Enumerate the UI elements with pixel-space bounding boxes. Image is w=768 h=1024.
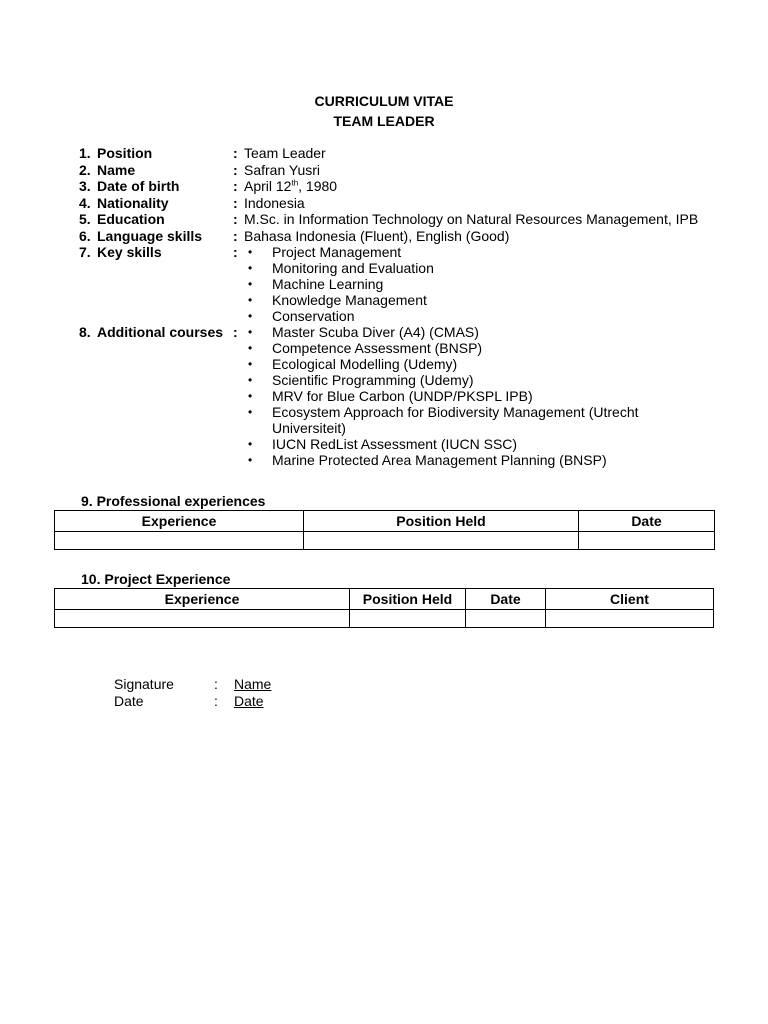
dob-year: , 1980 bbox=[298, 178, 338, 194]
detail-value: Indonesia bbox=[244, 194, 305, 211]
detail-row-key-skills bbox=[79, 244, 739, 324]
bullet-icon: • bbox=[248, 245, 253, 259]
table-cell bbox=[55, 532, 304, 550]
detail-number: 8. bbox=[79, 324, 91, 340]
detail-label: Additional courses bbox=[97, 324, 224, 340]
detail-row-education bbox=[79, 211, 739, 228]
detail-number: 5. bbox=[79, 211, 91, 227]
list-item-text: Marine Protected Area Management Planning (BNSP) bbox=[272, 452, 607, 468]
signature-label: Signature bbox=[114, 676, 174, 692]
detail-colon: : bbox=[233, 145, 238, 161]
detail-number: 2. bbox=[79, 161, 91, 178]
bullet-icon: • bbox=[248, 261, 253, 275]
bullet-icon: • bbox=[248, 341, 253, 355]
list-item bbox=[244, 436, 739, 452]
list-item bbox=[244, 388, 739, 404]
details-list bbox=[79, 145, 739, 468]
table-row bbox=[55, 532, 715, 550]
detail-row-additional-courses bbox=[79, 324, 739, 468]
dob-day: April 12 bbox=[244, 178, 292, 194]
detail-value bbox=[244, 178, 739, 195]
list-item-text: Machine Learning bbox=[272, 276, 384, 292]
column-header: Date bbox=[466, 589, 546, 610]
dob-ordinal: th bbox=[291, 178, 299, 188]
bullet-icon: • bbox=[248, 309, 253, 323]
detail-row-nationality bbox=[79, 195, 739, 212]
list-item bbox=[244, 276, 739, 292]
detail-number: 1. bbox=[79, 145, 91, 161]
detail-number: 7. bbox=[79, 244, 91, 260]
date-label: Date bbox=[114, 693, 144, 709]
table-cell bbox=[466, 610, 546, 628]
list-item-text: Ecosystem Approach for Biodiversity Management (Utrecht Universiteit) bbox=[272, 404, 639, 436]
detail-number: 3. bbox=[79, 178, 91, 194]
list-item bbox=[244, 372, 739, 388]
detail-value: Team Leader bbox=[244, 145, 326, 161]
detail-number: 6. bbox=[79, 227, 91, 244]
bullet-icon: • bbox=[248, 389, 253, 403]
bullet-icon: • bbox=[248, 437, 253, 451]
list-item-text: IUCN RedList Assessment (IUCN SSC) bbox=[272, 436, 518, 452]
table-header-row bbox=[55, 589, 714, 610]
detail-label: Key skills bbox=[97, 244, 162, 260]
detail-value: Safran Yusri bbox=[244, 161, 321, 178]
bullet-icon: • bbox=[248, 293, 253, 307]
professional-experiences-table bbox=[54, 510, 715, 550]
detail-label: Position bbox=[97, 145, 153, 161]
table-header-row bbox=[55, 511, 715, 532]
additional-courses-list bbox=[244, 324, 739, 468]
table-cell bbox=[546, 610, 714, 628]
list-item bbox=[244, 340, 739, 356]
detail-colon: : bbox=[233, 324, 238, 340]
list-item-text: Conservation bbox=[272, 308, 355, 324]
project-experience-heading: 10. Project Experience bbox=[81, 571, 231, 587]
table-row bbox=[55, 610, 714, 628]
detail-row-position bbox=[79, 145, 739, 162]
list-item bbox=[244, 356, 739, 372]
bullet-icon: • bbox=[248, 373, 253, 387]
table-cell bbox=[55, 610, 350, 628]
document-title: CURRICULUM VITAE bbox=[314, 93, 454, 109]
bullet-icon: • bbox=[248, 357, 253, 371]
detail-value: Bahasa Indonesia (Fluent), English (Good) bbox=[244, 227, 510, 244]
list-item bbox=[244, 244, 739, 260]
detail-colon: : bbox=[233, 227, 238, 244]
bullet-icon: • bbox=[248, 453, 253, 467]
detail-value: M.Sc. in Information Technology on Natural Resources Management, IPB bbox=[244, 211, 699, 227]
detail-label: Name bbox=[97, 161, 136, 178]
list-item-text: Monitoring and Evaluation bbox=[272, 260, 434, 276]
detail-colon: : bbox=[233, 211, 238, 227]
list-item-text: Project Management bbox=[272, 244, 402, 260]
list-item bbox=[244, 452, 739, 468]
table-cell bbox=[304, 532, 579, 550]
bullet-icon: • bbox=[248, 325, 253, 339]
list-item-text: Master Scuba Diver (A4) (CMAS) bbox=[272, 324, 479, 340]
list-item-text: Scientific Programming (Udemy) bbox=[272, 372, 474, 388]
detail-row-name bbox=[79, 162, 739, 179]
list-item-text: MRV for Blue Carbon (UNDP/PKSPL IPB) bbox=[272, 388, 533, 404]
signature-colon: : bbox=[214, 676, 218, 692]
list-item-text: Competence Assessment (BNSP) bbox=[272, 340, 483, 356]
column-header: Experience bbox=[55, 511, 304, 532]
bullet-icon: • bbox=[248, 277, 253, 291]
list-item bbox=[244, 404, 739, 436]
bullet-icon: • bbox=[248, 405, 253, 419]
column-header: Experience bbox=[55, 589, 350, 610]
date-colon: : bbox=[214, 693, 218, 709]
signature-line bbox=[114, 676, 271, 692]
detail-number: 4. bbox=[79, 194, 91, 211]
detail-label: Nationality bbox=[97, 194, 169, 211]
date-field: Date bbox=[234, 693, 264, 709]
column-header: Client bbox=[546, 589, 714, 610]
detail-row-date-of-birth bbox=[79, 178, 739, 195]
detail-colon: : bbox=[233, 194, 238, 211]
key-skills-list bbox=[244, 244, 739, 324]
detail-label: Date of birth bbox=[97, 178, 180, 194]
document-subtitle: TEAM LEADER bbox=[333, 113, 435, 129]
column-header: Position Held bbox=[304, 511, 579, 532]
table-cell bbox=[350, 610, 466, 628]
list-item-text: Knowledge Management bbox=[272, 292, 427, 308]
detail-label: Education bbox=[97, 211, 165, 227]
signature-name-field: Name bbox=[234, 676, 272, 692]
project-experience-table bbox=[54, 588, 714, 628]
list-item bbox=[244, 292, 739, 308]
column-header: Position Held bbox=[350, 589, 466, 610]
date-line bbox=[114, 693, 264, 709]
list-item bbox=[244, 324, 739, 340]
list-item-text: Ecological Modelling (Udemy) bbox=[272, 356, 458, 372]
detail-label: Language skills bbox=[97, 227, 203, 244]
professional-experiences-heading: 9. Professional experiences bbox=[81, 493, 266, 509]
column-header: Date bbox=[579, 511, 715, 532]
detail-colon: : bbox=[233, 161, 238, 178]
list-item bbox=[244, 260, 739, 276]
table-cell bbox=[579, 532, 715, 550]
detail-row-language-skills bbox=[79, 228, 739, 245]
list-item bbox=[244, 308, 739, 324]
detail-colon: : bbox=[233, 178, 238, 194]
detail-colon: : bbox=[233, 244, 238, 260]
